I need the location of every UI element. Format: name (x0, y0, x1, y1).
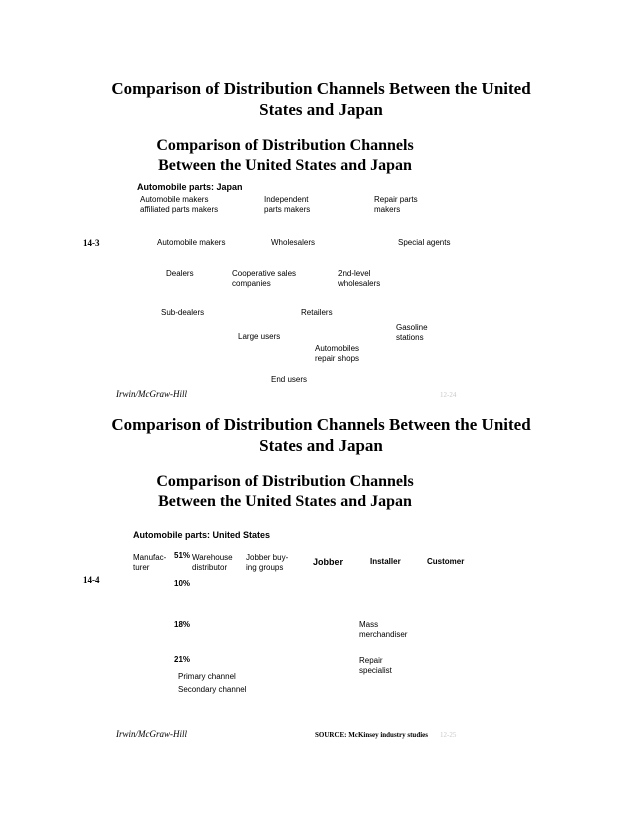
node-affiliated-makers: Automobile makers affiliated parts makers (140, 195, 219, 214)
slide1-diagram-heading: Automobile parts: Japan (137, 182, 243, 192)
slide2-footer-publisher: Irwin/McGraw-Hill (116, 729, 187, 739)
source-note: SOURCE: McKinsey industry studies (315, 731, 428, 739)
pct-18: 18% (174, 620, 191, 629)
node-large-users: Large users (238, 332, 281, 341)
slide1-sub-title: Comparison of Distribution Channels Between the United States and Japan (156, 137, 414, 174)
node-manufacturer: Manufac- turer (133, 553, 167, 572)
node-jobber-buying: Jobber buy- ing groups (246, 553, 289, 572)
slide2-page-number: 12-25 (440, 731, 457, 739)
pct-21: 21% (174, 655, 191, 664)
node-mass-merch: Mass merchandiser (359, 620, 408, 639)
node-warehouse: Warehouse distributor (192, 553, 233, 572)
slide1-page-number: 12-24 (440, 391, 457, 399)
node-retailers: Retailers (301, 308, 333, 317)
node-wholesalers: Wholesalers (271, 238, 316, 247)
node-cooperative: Cooperative sales companies (232, 269, 297, 288)
slide2-sub-title: Comparison of Distribution Channels Between the United States and Japan (156, 473, 414, 510)
pct-10: 10% (174, 579, 191, 588)
node-repair-shops: Automobiles repair shops (315, 344, 360, 363)
node-automobile-makers: Automobile makers (157, 238, 226, 247)
pct-51: 51% (174, 551, 191, 560)
node-sub-dealers: Sub-dealers (161, 308, 205, 317)
node-end-users: End users (271, 375, 308, 384)
node-customer: Customer (427, 557, 465, 566)
node-jobber: Jobber (313, 557, 344, 567)
node-special-agents: Special agents (398, 238, 451, 247)
slide1-main-title: Comparison of Distribution Channels Between the United States and Japan (111, 79, 531, 119)
slide2-number: 14-4 (83, 575, 100, 585)
legend-primary: Primary channel (178, 672, 236, 681)
node-repair-parts-makers: Repair parts makers (374, 195, 418, 214)
node-second-level: 2nd-level wholesalers (338, 269, 381, 288)
node-installer: Installer (370, 557, 401, 566)
slide1-number: 14-3 (83, 238, 100, 248)
node-dealers: Dealers (166, 269, 194, 278)
node-gasoline: Gasoline stations (396, 323, 428, 342)
slide2-main-title: Comparison of Distribution Channels Between the United States and Japan (111, 415, 531, 455)
node-repair-specialist: Repair specialist (359, 656, 392, 675)
slide2-diagram-heading: Automobile parts: United States (133, 530, 271, 540)
node-independent-makers: Independent parts makers (264, 195, 311, 214)
slide1-footer-publisher: Irwin/McGraw-Hill (116, 389, 187, 399)
legend-secondary: Secondary channel (178, 685, 247, 694)
